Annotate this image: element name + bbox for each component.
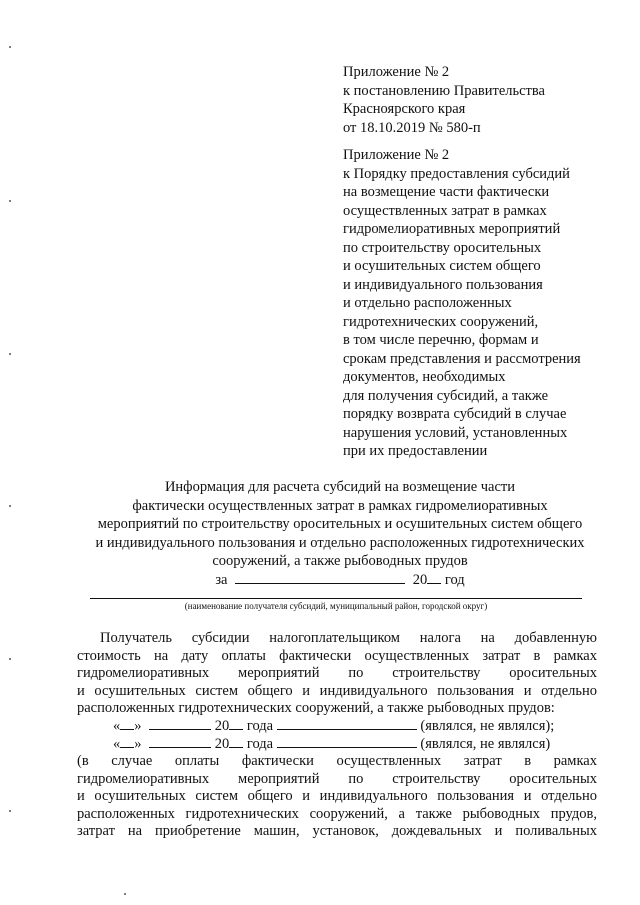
recipient-name-field[interactable]	[90, 598, 582, 599]
period-blank-field[interactable]	[235, 572, 405, 584]
year-blank-field[interactable]	[229, 736, 243, 748]
appendix-government-decree	[343, 63, 613, 137]
appendix-line: на возмещение части фактически	[343, 184, 550, 200]
period-year-blank-field[interactable]	[427, 572, 441, 584]
period-suffix: год	[444, 571, 465, 588]
appendix-line: Красноярского края	[343, 101, 466, 117]
day-blank-field[interactable]	[120, 736, 134, 748]
paragraph-line: и осушительных систем общего и индивидуального пользования и отдельно	[77, 682, 597, 699]
status-blank-field[interactable]	[277, 736, 417, 748]
month-blank-field[interactable]	[149, 718, 211, 730]
title-line: фактически осуществленных затрат в рамках гидромелиоративных	[132, 497, 548, 514]
status-blank-field[interactable]	[277, 718, 417, 730]
appendix-line: к Порядку предоставления субсидий	[343, 165, 570, 182]
period-prefix: за	[215, 571, 228, 588]
scan-speck	[9, 353, 11, 355]
appendix-line: к постановлению Правительства	[343, 82, 545, 99]
year-word: года	[246, 736, 274, 752]
scan-speck	[124, 893, 126, 895]
appendix-line: нарушения условий, установленных	[343, 424, 568, 441]
appendix-line: Приложение № 2	[343, 147, 450, 163]
year-blank-field[interactable]	[229, 718, 243, 730]
scan-speck	[9, 658, 11, 660]
status-hint: (являлся, не являлся)	[420, 736, 551, 752]
scan-speck	[9, 200, 11, 202]
year-prefix: 20	[214, 736, 230, 752]
year-word: года	[246, 718, 274, 734]
period-year-prefix: 20	[412, 571, 428, 588]
paragraph-line: стоимость на дату оплаты фактически осуществленных затрат в рамках	[77, 647, 597, 664]
appendix-line: порядку возврата субсидий в случае	[343, 406, 567, 422]
title-line: Информация для расчета субсидий на возмещение части	[164, 479, 516, 495]
appendix-line: срокам представления и рассмотрения	[343, 350, 581, 367]
paragraph-line: (в случае оплаты фактически осуществленных затрат в рамках	[77, 753, 597, 769]
appendix-line: и индивидуального пользования	[343, 276, 543, 293]
appendix-line: Приложение № 2	[343, 64, 450, 80]
appendix-line: по строительству оросительных	[343, 239, 542, 256]
document-title	[80, 478, 600, 589]
appendix-line: документов, необходимых	[343, 369, 506, 385]
scan-speck	[9, 46, 11, 48]
paragraph-line: расположенных гидротехнических сооружений, а также рыбоводных прудов,	[77, 805, 597, 822]
status-hint: (являлся, не являлся);	[420, 718, 555, 734]
title-line: сооружений, а также рыбоводных прудов	[212, 553, 468, 569]
vat-date-line	[113, 736, 550, 754]
appendix-line: для получения субсидий, а также	[343, 387, 549, 404]
appendix-line: в том числе перечню, формам и	[343, 332, 539, 348]
title-line: мероприятий по строительству оросительных и осушительных систем общего	[97, 516, 583, 532]
open-quote: «	[113, 718, 121, 734]
appendix-line: осуществленных затрат в рамках	[343, 202, 547, 219]
vat-date-line	[113, 718, 554, 736]
appendix-line: при их предоставлении	[343, 443, 488, 459]
recipient-caption: (наименование получателя субсидий, муниципальный район, городской округ)	[184, 601, 488, 611]
paragraph-vat-status	[77, 630, 597, 718]
close-quote: »	[134, 718, 142, 734]
appendix-line: гидромелиоративных мероприятий	[343, 221, 561, 237]
scan-speck	[9, 810, 11, 812]
appendix-line: и осушительных систем общего	[343, 258, 541, 274]
paragraph-line: Получатель субсидии налогоплательщиком налога на добавленную	[100, 630, 597, 646]
paragraph-line: гидромелиоративных мероприятий по строительству оросительных	[77, 770, 597, 787]
appendix-procedure	[343, 146, 613, 461]
paragraph-line: гидромелиоративных мероприятий по строительству оросительных	[77, 665, 597, 681]
year-prefix: 20	[214, 718, 230, 734]
scan-speck	[9, 505, 11, 507]
paragraph-line: и осушительных систем общего и индивидуального пользования и отдельно	[77, 788, 597, 804]
paragraph-payment-note	[77, 753, 597, 841]
paragraph-line: затрат на приобретение машин, установок, дождевальных и поливальных	[77, 823, 597, 839]
close-quote: »	[134, 736, 142, 752]
open-quote: «	[113, 736, 121, 752]
appendix-line: и отдельно расположенных	[343, 295, 512, 311]
day-blank-field[interactable]	[120, 718, 134, 730]
reporting-period	[80, 571, 600, 590]
appendix-line: от 18.10.2019 № 580-п	[343, 119, 481, 136]
paragraph-line: расположенных гидротехнических сооружений, а также рыбоводных прудов:	[77, 700, 555, 716]
appendix-line: гидротехнических сооружений,	[343, 313, 539, 330]
month-blank-field[interactable]	[149, 736, 211, 748]
title-line: и индивидуального пользования и отдельно расположенных гидротехнических	[95, 534, 585, 551]
